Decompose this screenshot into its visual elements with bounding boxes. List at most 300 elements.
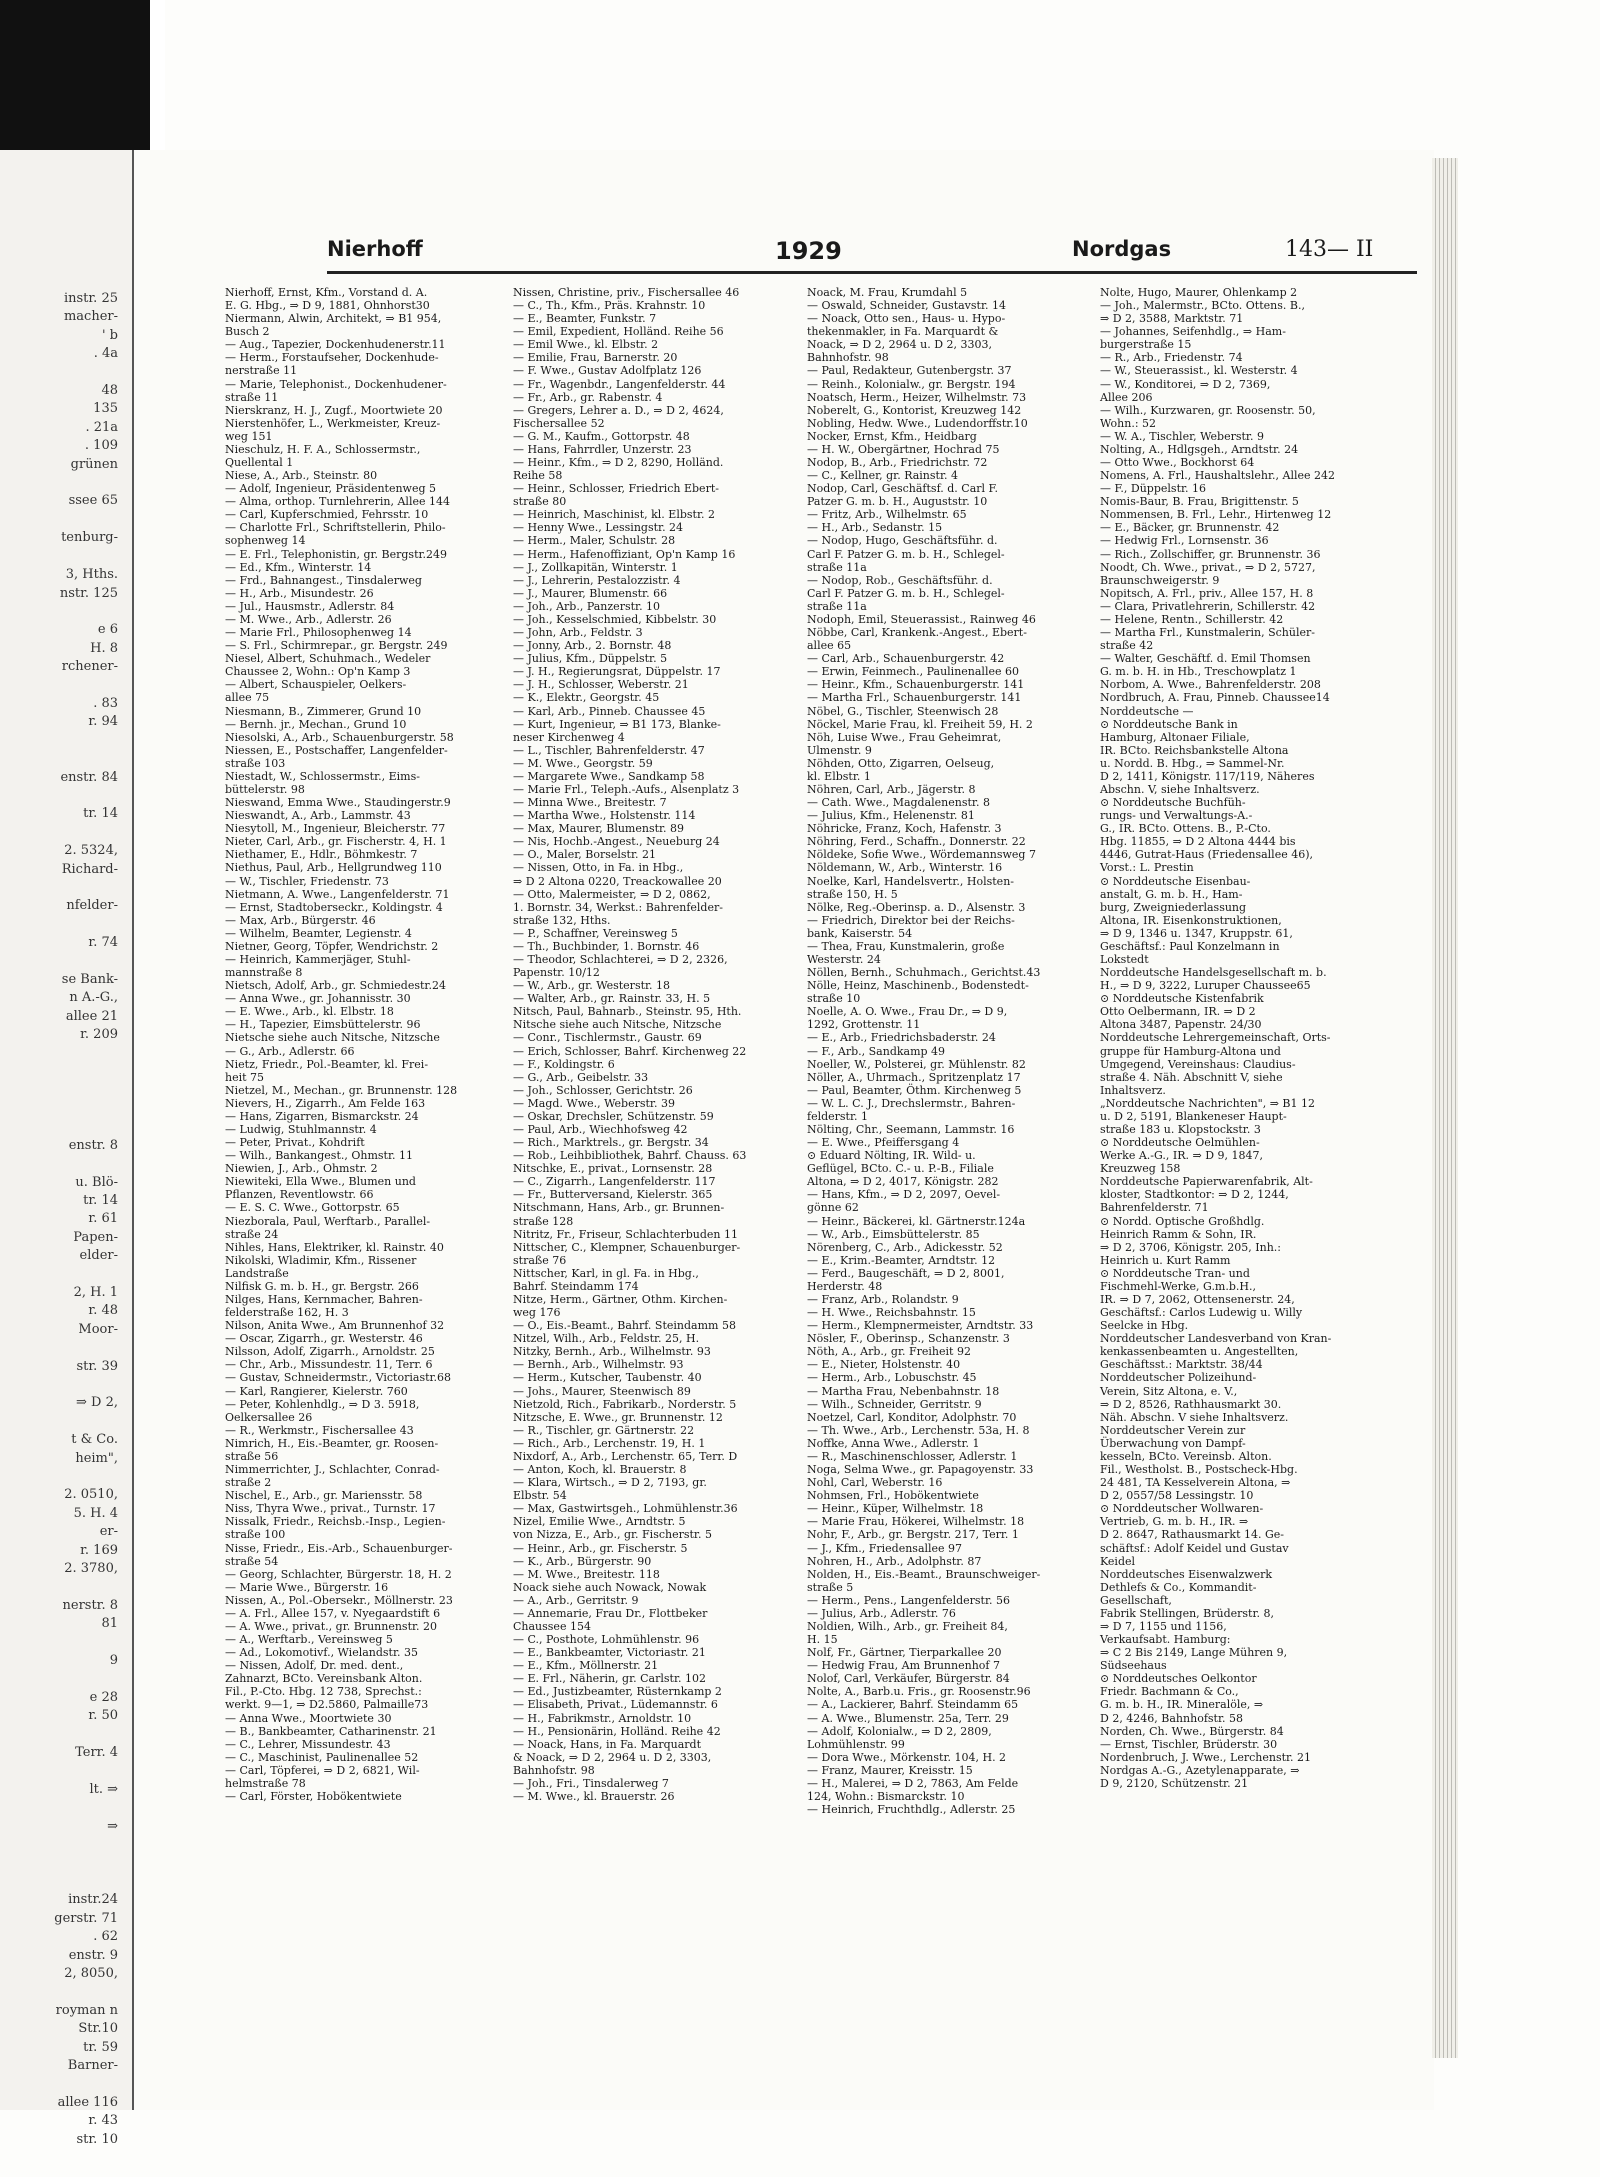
left-page-fragment-line: . 83 bbox=[93, 695, 118, 711]
directory-entry-line: Niewien, J., Arb., Ohmstr. 2 bbox=[225, 1162, 378, 1176]
directory-entry-line: Landstraße bbox=[225, 1266, 289, 1280]
directory-entry-line: — Marie, Telephonist., Dockenhudener- bbox=[225, 377, 447, 391]
directory-entry-line: neser Kirchenweg 4 bbox=[513, 730, 625, 744]
left-page-fragment-line bbox=[0, 1873, 118, 1891]
directory-entry-line: Reihe 58 bbox=[513, 469, 563, 483]
directory-entry-line: Nöldemann, W., Arb., Winterstr. 16 bbox=[807, 861, 1003, 875]
left-page-fragment-line bbox=[0, 1468, 118, 1486]
directory-entry-line: Noffke, Anna Wwe., Adlerstr. 1 bbox=[807, 1436, 980, 1450]
directory-entry-line: — Julius, Kfm., Düppelstr. 5 bbox=[513, 652, 668, 666]
directory-entry-line: Fabrik Stellingen, Brüderstr. 8, bbox=[1100, 1606, 1274, 1620]
left-page-fragment-line: r. 74 bbox=[88, 935, 118, 951]
directory-entry-line: — G., Arb., Adlerstr. 66 bbox=[225, 1044, 355, 1058]
left-page-fragment-line: r. 48 bbox=[88, 1303, 118, 1319]
left-page-fragment-line: t & Co. bbox=[71, 1432, 118, 1448]
directory-entry-line: ⇒ D 2, 3706, Königstr. 205, Inh.: bbox=[1100, 1240, 1282, 1254]
directory-entry-line: Nixdorf, A., Arb., Lerchenstr. 65, Terr. D bbox=[513, 1449, 738, 1463]
directory-entry-line: ⊙ Norddeutsche Oelmühlen- bbox=[1100, 1136, 1260, 1150]
directory-entry-line: — Carl, Kupferschmied, Fehrsstr. 10 bbox=[225, 508, 429, 522]
directory-entry-line: — Franz, Arb., Rolandstr. 9 bbox=[807, 1293, 959, 1307]
directory-entry-line: Nöldeke, Sofie Wwe., Wördemannsweg 7 bbox=[807, 848, 1036, 862]
directory-entry-line: — John, Arb., Feldstr. 3 bbox=[513, 626, 643, 640]
left-page-fragment-line: n A.-G., bbox=[69, 990, 118, 1006]
directory-entry-line: Nöbbe, Carl, Krankenk.-Angest., Ebert- bbox=[807, 626, 1027, 640]
left-page-fragment-line: enstr. 8 bbox=[68, 1137, 118, 1153]
directory-entry-line: G. m. b. H. in Hb., Treschowplatz 1 bbox=[1100, 665, 1297, 679]
directory-entry-line: Nordbruch, A. Frau, Pinneb. Chaussee14 bbox=[1100, 691, 1330, 705]
directory-entry-line: ⊙ Norddeutscher Wollwaren- bbox=[1100, 1502, 1264, 1516]
left-page-fragment-line: e 6 bbox=[97, 622, 118, 638]
directory-entry-line: — A., Arb., Gerritstr. 9 bbox=[513, 1593, 639, 1607]
directory-entry-line: E. G. Hbg., ⇒ D 9, 1881, Ohnhorst30 bbox=[225, 299, 430, 313]
directory-entry-line: Verein, Sitz Altona, e. V., bbox=[1100, 1384, 1238, 1398]
directory-entry-line: straße 132, Hths. bbox=[513, 913, 611, 927]
directory-entry-line: Nitzsche, E. Wwe., gr. Brunnenstr. 12 bbox=[513, 1410, 723, 1424]
directory-entry-line: Umgegend, Vereinshaus: Claudius- bbox=[1100, 1057, 1296, 1071]
directory-entry-line: Fil., Westholst. B., Postscheck-Hbg. bbox=[1100, 1463, 1298, 1477]
directory-entry-line: D 2, 1411, Königstr. 117/119, Näheres bbox=[1100, 769, 1315, 783]
directory-entry-line: — Marie Frau, Hökerei, Wilhelmstr. 18 bbox=[807, 1515, 1025, 1529]
directory-entry-line: Nordenbruch, J. Wwe., Lerchenstr. 21 bbox=[1100, 1750, 1312, 1764]
left-page-fragment-line bbox=[0, 750, 118, 768]
directory-entry-line: — Th. Wwe., Arb., Lerchenstr. 53a, H. 8 bbox=[807, 1423, 1030, 1437]
directory-entry-line: straße 4. Näh. Abschnitt V, siehe bbox=[1100, 1070, 1283, 1084]
directory-entry-line: ⊙ Norddeutsche Buchfüh- bbox=[1100, 796, 1246, 810]
directory-entry-line: — Herm., Hafenoffiziant, Op'n Kamp 16 bbox=[513, 547, 736, 561]
directory-entry-line: Werke A.-G., IR. ⇒ D 9, 1847, bbox=[1100, 1149, 1264, 1163]
left-page-fragment-line: Barner- bbox=[67, 2058, 118, 2073]
directory-entry-line: — Herm., Maler, Schulstr. 28 bbox=[513, 534, 676, 548]
left-page-fragment-line: 2. 0510, bbox=[64, 1487, 118, 1503]
directory-entry-line: — A. Frl., Allee 157, v. Nyegaardstift 6 bbox=[225, 1606, 441, 1620]
directory-entry-line: — O., Eis.-Beamt., Bahrf. Steindamm 58 bbox=[513, 1319, 736, 1333]
directory-entry-line: — H. W., Obergärtner, Hochrad 75 bbox=[807, 442, 1000, 456]
directory-entry-line: — H., Fabrikmstr., Arnoldstr. 10 bbox=[513, 1711, 692, 1725]
directory-entry-line: Nöhren, Carl, Arb., Jägerstr. 8 bbox=[807, 782, 976, 796]
left-page-fragment-line bbox=[0, 364, 118, 382]
directory-entry-line: Nieswand, Emma Wwe., Staudingerstr.9 bbox=[225, 796, 451, 810]
directory-entry-line: — R., Tischler, gr. Gärtnerstr. 22 bbox=[513, 1423, 695, 1437]
directory-entry-line: — Ed., Kfm., Winterstr. 14 bbox=[225, 560, 372, 574]
directory-entry-line: — Martha Frau, Nebenbahnstr. 18 bbox=[807, 1384, 1000, 1398]
directory-entry-line: — Aug., Tapezier, Dockenhudenerstr.11 bbox=[225, 338, 446, 352]
directory-entry-line: Niestadt, W., Schlossermstr., Eims- bbox=[225, 769, 420, 783]
directory-entry-line: — Fr., Butterversand, Kielerstr. 365 bbox=[513, 1188, 713, 1202]
directory-entry-line: ⇒ D 9, 1346 u. 1347, Kruppstr. 61, bbox=[1100, 926, 1293, 940]
left-page-fragment-line bbox=[0, 1339, 118, 1357]
directory-entry-line: 24 481, TA Kesselverein Altona, ⇒ bbox=[1100, 1476, 1291, 1490]
directory-entry-line: — E., Nieter, Holstenstr. 40 bbox=[807, 1358, 961, 1372]
directory-entry-line: Chaussee 154 bbox=[513, 1619, 591, 1633]
header-rule bbox=[327, 271, 1417, 274]
directory-entry-line: Noelke, Karl, Handelsvertr., Holsten- bbox=[807, 874, 1014, 888]
directory-entry-line: ⇒ D 2, 8526, Rathhausmarkt 30. bbox=[1100, 1397, 1282, 1411]
directory-entry-line: Nietzold, Rich., Fabrikarb., Norderstr. 5 bbox=[513, 1397, 737, 1411]
left-page-fragment-line: . 21a bbox=[85, 419, 118, 435]
directory-entry-line: — Martha Wwe., Holstenstr. 114 bbox=[513, 809, 696, 823]
directory-entry-line: Geschäftsf.: Carlos Ludewig u. Willy bbox=[1100, 1306, 1303, 1320]
directory-entry-line: — W. A., Tischler, Weberstr. 9 bbox=[1100, 429, 1264, 443]
directory-entry-line: — G., Arb., Geibelstr. 33 bbox=[513, 1070, 649, 1084]
directory-entry-line: — Chr., Arb., Missundestr. 11, Terr. 6 bbox=[225, 1358, 433, 1372]
left-page-fragment-line: nerstr. 8 bbox=[62, 1597, 118, 1613]
left-page-fragment-line bbox=[0, 1763, 118, 1781]
left-page-fragment-line: instr. 25 bbox=[63, 291, 118, 306]
directory-entry-line: heit 75 bbox=[225, 1070, 265, 1084]
directory-entry-line: Nolf, Fr., Gärtner, Tierparkallee 20 bbox=[807, 1646, 1002, 1660]
directory-entry-line: allee 65 bbox=[807, 639, 852, 653]
directory-entry-line: — Wilh., Kurzwaren, gr. Roosenstr. 50, bbox=[1100, 403, 1316, 417]
directory-entry-line: mannstraße 8 bbox=[225, 966, 303, 980]
left-page-fragment-line: enstr. 84 bbox=[60, 769, 118, 785]
directory-entry-line: ⊙ Norddeutsche Eisenbau- bbox=[1100, 874, 1251, 888]
directory-entry-line: — Rich., Zollschiffer, gr. Brunnenstr. 36 bbox=[1100, 547, 1321, 561]
directory-entry-line: — J. H., Regierungsrat, Düppelstr. 17 bbox=[513, 665, 721, 679]
left-page-fragment-line: str. 10 bbox=[76, 2131, 118, 2147]
left-page-fragment-line: 5. H. 4 bbox=[73, 1505, 118, 1521]
directory-entry-line: Niethamer, E., Hdlr., Böhmkestr. 7 bbox=[225, 848, 418, 862]
directory-entry-line: — H., Arb., Sedanstr. 15 bbox=[807, 521, 943, 535]
directory-entry-line: Nocker, Ernst, Kfm., Heidbarg bbox=[807, 429, 977, 443]
directory-entry-line: „Norddeutsche Nachrichten", ⇒ B1 12 bbox=[1100, 1096, 1316, 1110]
directory-entry-line: Niewiteki, Ella Wwe., Blumen und bbox=[225, 1175, 416, 1189]
left-page-fragment-line: H. 8 bbox=[90, 640, 118, 656]
directory-entry-line: — Oscar, Zigarrh., gr. Westerstr. 46 bbox=[225, 1332, 423, 1346]
directory-entry-line: schäftsf.: Adolf Keidel und Gustav bbox=[1100, 1541, 1289, 1555]
directory-entry-line: Nopitsch, A. Frl., priv., Allee 157, H. 8 bbox=[1100, 586, 1314, 600]
directory-entry-line: — Heinr., Schlosser, Friedrich Ebert- bbox=[513, 482, 719, 496]
directory-entry-line: — Conr., Tischlermstr., Gaustr. 69 bbox=[513, 1031, 702, 1045]
directory-entry-line: D 2. 8647, Rathausmarkt 14. Ge- bbox=[1100, 1528, 1285, 1542]
directory-entry-line: — Heinr., Arb., gr. Fischerstr. 5 bbox=[513, 1541, 688, 1555]
directory-entry-line: ⊙ Eduard Nölting, IR. Wild- u. bbox=[807, 1149, 976, 1163]
directory-entry-line: — Carl, Förster, Hobökentwiete bbox=[225, 1789, 402, 1803]
directory-entry-line: — Rich., Marktrels., gr. Bergstr. 34 bbox=[513, 1136, 709, 1150]
directory-entry-line: felderstraße 162, H. 3 bbox=[225, 1306, 349, 1320]
directory-entry-line: 4446, Gutrat-Haus (Friedensallee 46), bbox=[1100, 848, 1313, 862]
directory-entry-line: — Herm., Kutscher, Taubenstr. 40 bbox=[513, 1371, 702, 1385]
directory-entry-line: — Heinrich, Kammerjäger, Stuhl- bbox=[225, 952, 411, 966]
directory-entry-line: Nihles, Hans, Elektriker, kl. Rainstr. 40 bbox=[225, 1240, 444, 1254]
directory-entry-line: — Nissen, Otto, in Fa. in Hbg., bbox=[513, 861, 684, 875]
directory-entry-line: — R., Maschinenschlosser, Adlerstr. 1 bbox=[807, 1449, 1018, 1463]
left-page-fragment-line: ⇒ bbox=[107, 1818, 118, 1834]
directory-entry-line: straße 2 bbox=[225, 1476, 272, 1490]
directory-entry-line: Norden, Ch. Wwe., Bürgerstr. 84 bbox=[1100, 1724, 1284, 1738]
directory-column-2 bbox=[513, 286, 765, 2086]
left-page-fragment-line: 2, 8050, bbox=[64, 1965, 118, 1981]
directory-entry-line: ⇒ D 2, 3588, Marktstr. 71 bbox=[1100, 312, 1244, 326]
directory-entry-line: — Adolf, Ingenieur, Präsidentenweg 5 bbox=[225, 482, 437, 496]
directory-entry-line: Nolden, H., Eis.-Beamt., Braunschweiger- bbox=[807, 1567, 1041, 1581]
directory-entry-line: Dethlefs & Co., Kommandit- bbox=[1100, 1580, 1257, 1594]
left-page-fragment-line: lt. ⇒ bbox=[89, 1781, 118, 1797]
directory-entry-line: — Carl, Arb., Schauenburgerstr. 42 bbox=[807, 652, 1005, 666]
directory-entry-line: Carl F. Patzer G. m. b. H., Schlegel- bbox=[807, 547, 1005, 561]
directory-entry-line: Nitzky, Bernh., Arb., Wilhelmstr. 93 bbox=[513, 1345, 711, 1359]
directory-entry-line: Geflügel, BCto. C.- u. P.-B., Filiale bbox=[807, 1162, 994, 1176]
directory-entry-line: straße 80 bbox=[513, 495, 567, 509]
directory-entry-line: — A. Wwe., Blumenstr. 25a, Terr. 29 bbox=[807, 1711, 1009, 1725]
directory-entry-line: Seelcke in Hbg. bbox=[1100, 1319, 1189, 1333]
directory-entry-line: — Peter, Privat., Kohdrift bbox=[225, 1136, 365, 1150]
directory-entry-line: kenkassenbeamten u. Angestellten, bbox=[1100, 1345, 1299, 1359]
directory-entry-line: — Ferd., Baugeschäft, ⇒ D 2, 8001, bbox=[807, 1266, 1005, 1280]
directory-entry-line: ⊙ Norddeutsche Kistenfabrik bbox=[1100, 992, 1264, 1006]
directory-entry-line: — J., Lehrerin, Pestalozzistr. 4 bbox=[513, 573, 681, 587]
directory-entry-line: — Otto, Malermeister, ⇒ D 2, 0862, bbox=[513, 887, 711, 901]
directory-entry-line: — Johs., Maurer, Steenwisch 89 bbox=[513, 1384, 691, 1398]
directory-entry-line: Norddeutscher Landesverband von Kran- bbox=[1100, 1332, 1332, 1346]
directory-entry-line: Noelle, A. O. Wwe., Frau Dr., ⇒ D 9, bbox=[807, 1005, 1008, 1019]
directory-entry-line: — Kurt, Ingenieur, ⇒ B1 173, Blanke- bbox=[513, 717, 721, 731]
directory-entry-line: Nölke, Reg.-Oberinsp. a. D., Alsenstr. 3 bbox=[807, 900, 1026, 914]
directory-entry-line: helmstraße 78 bbox=[225, 1776, 306, 1790]
directory-entry-line: — M. Wwe., Breitestr. 118 bbox=[513, 1567, 660, 1581]
left-page-fragment-line bbox=[0, 2075, 118, 2093]
directory-entry-line: bank, Kaiserstr. 54 bbox=[807, 926, 913, 940]
directory-entry-line: anstalt, G. m. b. H., Ham- bbox=[1100, 887, 1243, 901]
directory-entry-line: — W., Arb., gr. Westerstr. 18 bbox=[513, 979, 671, 993]
directory-entry-line: Vorst.: L. Prestin bbox=[1100, 861, 1194, 875]
directory-entry-line: — C., Zigarrh., Langenfelderstr. 117 bbox=[513, 1175, 716, 1189]
directory-entry-line: 124, Wohn.: Bismarckstr. 10 bbox=[807, 1789, 965, 1803]
left-page-fragment-line: tenburg- bbox=[61, 530, 118, 546]
directory-entry-line: straße 76 bbox=[513, 1253, 567, 1267]
directory-entry-line: — J. H., Schlosser, Weberstr. 21 bbox=[513, 678, 689, 692]
directory-entry-line: — P., Schaffner, Vereinsweg 5 bbox=[513, 926, 678, 940]
directory-entry-line: — Herm., Forstaufseher, Dockenhude- bbox=[225, 351, 439, 365]
directory-entry-line: thekenmakler, in Fa. Marquardt & bbox=[807, 325, 999, 339]
directory-entry-line: — Noack, Hans, in Fa. Marquardt bbox=[513, 1737, 702, 1751]
directory-entry-line: — W., Tischler, Friedenstr. 73 bbox=[225, 874, 389, 888]
directory-entry-line: straße 100 bbox=[225, 1528, 286, 1542]
directory-entry-line: Nieswandt, A., Arb., Lammstr. 43 bbox=[225, 809, 411, 823]
directory-entry-line: — Julius, Arb., Adlerstr. 76 bbox=[807, 1606, 956, 1620]
left-page-fragment-line: u. Blö- bbox=[75, 1174, 118, 1190]
left-page-fragment-line bbox=[0, 1983, 118, 2001]
directory-entry-line: — Karl, Arb., Pinneb. Chaussee 45 bbox=[513, 704, 706, 718]
directory-entry-line: Westerstr. 24 bbox=[807, 952, 881, 966]
directory-entry-line: — Bernh. jr., Mechan., Grund 10 bbox=[225, 717, 407, 731]
directory-entry-line: Nöckel, Marie Frau, kl. Freiheit 59, H. 2 bbox=[807, 717, 1033, 731]
left-page-fragment-line: . 4a bbox=[93, 346, 118, 362]
left-page-fragment-line bbox=[0, 824, 118, 842]
left-page-fragment-line bbox=[0, 1063, 118, 1081]
left-page-fragment-line: r. 43 bbox=[88, 2113, 118, 2129]
left-page-fragment-line: ssee 65 bbox=[68, 493, 118, 509]
directory-entry-line: Quellental 1 bbox=[225, 456, 294, 470]
left-page-fragments bbox=[0, 150, 132, 2149]
directory-entry-line: — E., Krim.-Beamter, Arndtstr. 12 bbox=[807, 1253, 996, 1267]
directory-entry-line: — Franz, Maurer, Kreisstr. 15 bbox=[807, 1763, 973, 1777]
directory-entry-line: Nissen, Christine, priv., Fischersallee 46 bbox=[513, 286, 740, 299]
directory-entry-line: Heinrich u. Kurt Ramm bbox=[1100, 1253, 1231, 1267]
left-page-fragment-line: enstr. 9 bbox=[68, 1947, 118, 1963]
directory-entry-line: Chaussee 2, Wohn.: Op'n Kamp 3 bbox=[225, 665, 411, 679]
left-page-fragment-line bbox=[0, 1836, 118, 1854]
directory-entry-line: allee 75 bbox=[225, 691, 270, 705]
directory-entry-line: — B., Bankbeamter, Catharinenstr. 21 bbox=[225, 1724, 437, 1738]
directory-entry-line: Norddeutscher Verein zur bbox=[1100, 1423, 1246, 1437]
left-page-fragment-line: grünen bbox=[70, 456, 118, 472]
directory-entry-line: — H., Pensionärin, Holländ. Reihe 42 bbox=[513, 1724, 721, 1738]
page-edges bbox=[1432, 158, 1458, 2058]
directory-entry-line: — Fritz, Arb., Wilhelmstr. 65 bbox=[807, 508, 967, 522]
directory-entry-line: — C., Th., Kfm., Präs. Krahnstr. 10 bbox=[513, 299, 706, 313]
directory-entry-line: straße 11a bbox=[807, 599, 867, 613]
left-page-fragment-line bbox=[0, 1799, 118, 1817]
directory-entry-line: Herderstr. 48 bbox=[807, 1279, 883, 1293]
directory-entry-line: — Heinr., Kfm., Schauenburgerstr. 141 bbox=[807, 678, 1025, 692]
directory-entry-line: Noodt, Ch. Wwe., privat., ⇒ D 2, 5727, bbox=[1100, 560, 1316, 574]
directory-entry-line: Hbg. 11855, ⇒ D 2 Altona 4444 bis bbox=[1100, 835, 1296, 849]
directory-entry-line: — Wilhelm, Beamter, Legienstr. 4 bbox=[225, 926, 412, 940]
directory-entry-line: — Ludwig, Stuhlmannstr. 4 bbox=[225, 1123, 377, 1136]
directory-entry-line: straße 10 bbox=[807, 992, 861, 1006]
directory-entry-line: Noberelt, G., Kontorist, Kreuzweg 142 bbox=[807, 403, 1022, 417]
directory-entry-line: — Anton, Koch, kl. Brauerstr. 8 bbox=[513, 1463, 687, 1477]
directory-entry-line: Inhaltsverz. bbox=[1100, 1083, 1166, 1097]
directory-entry-line: — A., Lackierer, Bahrf. Steindamm 65 bbox=[807, 1698, 1019, 1712]
directory-entry-line: Nohl, Carl, Weberstr. 16 bbox=[807, 1476, 943, 1490]
left-page-fragment-line bbox=[0, 1413, 118, 1431]
left-page-fragment-line: 2, H. 1 bbox=[73, 1284, 118, 1300]
directory-entry-line: — H., Arb., Misundestr. 26 bbox=[225, 586, 374, 600]
directory-entry-line: — Nodop, Hugo, Geschäftsführ. d. bbox=[807, 534, 998, 548]
directory-entry-line: Nitschke, E., privat., Lornsenstr. 28 bbox=[513, 1162, 713, 1176]
directory-entry-line: Niermann, Alwin, Architekt, ⇒ B1 954, bbox=[225, 312, 442, 326]
directory-entry-line: Nitsche siehe auch Nitsche, Nitzsche bbox=[513, 1018, 722, 1032]
directory-entry-line: Bahrenfelderstr. 71 bbox=[1100, 1201, 1209, 1215]
left-page-fragment-line: 81 bbox=[101, 1616, 118, 1632]
directory-entry-line: Noldien, Wilh., Arb., gr. Freiheit 84, bbox=[807, 1619, 1008, 1633]
directory-entry-line: Nölting, Chr., Seemann, Lammstr. 16 bbox=[807, 1123, 1015, 1136]
directory-entry-line: Nieschulz, H. F. A., Schlossermstr., bbox=[225, 442, 421, 456]
directory-entry-line: Nöhden, Otto, Zigarren, Oelseug, bbox=[807, 756, 995, 770]
directory-entry-line: — Dora Wwe., Mörkenstr. 104, H. 2 bbox=[807, 1750, 1007, 1764]
directory-column-4 bbox=[1100, 286, 1400, 2086]
directory-entry-line: — Otto Wwe., Bockhorst 64 bbox=[1100, 456, 1255, 470]
directory-entry-line: — Marie Wwe., Bürgerstr. 16 bbox=[225, 1580, 389, 1594]
directory-entry-line: Nittscher, Karl, in gl. Fa. in Hbg., bbox=[513, 1266, 699, 1280]
directory-entry-line: Nitsch, Paul, Bahnarb., Steinstr. 95, Hth. bbox=[513, 1005, 742, 1019]
directory-entry-line: — Anna Wwe., Moortwiete 30 bbox=[225, 1711, 392, 1725]
directory-entry-line: straße 128 bbox=[513, 1214, 574, 1228]
directory-entry-line: von Nizza, E., Arb., gr. Fischerstr. 5 bbox=[513, 1528, 712, 1542]
directory-entry-line: — Marie Frl., Teleph.-Aufs., Alsenplatz 3 bbox=[513, 782, 740, 796]
left-page-fragment-line: 9 bbox=[109, 1653, 118, 1669]
directory-entry-line: Nittscher, C., Klempner, Schauenburger- bbox=[513, 1240, 741, 1254]
directory-entry-line: Noga, Selma Wwe., gr. Papagoyenstr. 33 bbox=[807, 1463, 1034, 1477]
directory-entry-line: Nolof, Carl, Verkäufer, Bürgerstr. 84 bbox=[807, 1672, 1010, 1686]
directory-entry-line: Noeller, W., Polsterei, gr. Mühlenstr. 82 bbox=[807, 1057, 1026, 1071]
directory-entry-line: ⊙ Nordd. Optische Großhdlg. bbox=[1100, 1214, 1265, 1228]
directory-entry-line: Nierskranz, H. J., Zugf., Moortwiete 20 bbox=[225, 403, 443, 417]
left-page-fragment-line: Richard- bbox=[61, 861, 118, 877]
directory-entry-line: Nodoph, Emil, Steuerassist., Rainweg 46 bbox=[807, 612, 1036, 626]
directory-entry-line: — M. Wwe., Georgstr. 59 bbox=[513, 756, 653, 770]
directory-entry-line: Nilson, Anita Wwe., Am Brunnenhof 32 bbox=[225, 1319, 445, 1333]
directory-entry-line: Norddeutsche Papierwarenfabrik, Alt- bbox=[1100, 1175, 1313, 1189]
directory-entry-line: ⇒ C 2 Bis 2149, Lange Mühren 9, bbox=[1100, 1646, 1288, 1660]
left-page-fragment-line: 2. 5324, bbox=[64, 843, 118, 859]
header-page-number: 143— II bbox=[1285, 237, 1374, 262]
directory-entry-line: Nietzel, M., Mechan., gr. Brunnenstr. 128 bbox=[225, 1083, 458, 1097]
directory-entry-line: H., ⇒ D 9, 3222, Luruper Chaussee65 bbox=[1100, 979, 1311, 993]
directory-entry-line: straße 42 bbox=[1100, 639, 1154, 653]
directory-entry-line: Gesellschaft, bbox=[1100, 1593, 1172, 1607]
directory-entry-line: — K., Elektr., Georgstr. 45 bbox=[513, 691, 660, 705]
left-page-fragment-line: macher- bbox=[63, 309, 118, 325]
directory-entry-line: — S. Frl., Schirmrepar., gr. Bergstr. 249 bbox=[225, 639, 448, 653]
directory-entry-line: Nobling, Hedw. Wwe., Ludendorffstr.10 bbox=[807, 416, 1028, 430]
directory-entry-line: Nolte, Hugo, Maurer, Ohlenkamp 2 bbox=[1100, 286, 1298, 299]
directory-entry-line: Nitschmann, Hans, Arb., gr. Brunnen- bbox=[513, 1201, 725, 1215]
directory-entry-line: — Minna Wwe., Breitestr. 7 bbox=[513, 796, 667, 810]
directory-entry-line: Nievers, H., Zigarrh., Am Felde 163 bbox=[225, 1096, 426, 1110]
left-page-fragment-line: Papen- bbox=[73, 1229, 118, 1245]
directory-entry-line: — Magd. Wwe., Weberstr. 39 bbox=[513, 1096, 675, 1110]
directory-entry-line: Nimmerrichter, J., Schlachter, Conrad- bbox=[225, 1463, 440, 1477]
directory-entry-line: Nodop, B., Arb., Friedrichstr. 72 bbox=[807, 456, 988, 470]
directory-entry-line: — W., Arb., Eimsbüttelerstr. 85 bbox=[807, 1227, 980, 1241]
directory-entry-line: Geschäftsst.: Marktstr. 38/44 bbox=[1100, 1358, 1263, 1372]
directory-entry-line: — Anna Wwe., gr. Johannisstr. 30 bbox=[225, 992, 411, 1006]
directory-entry-line: — F. Wwe., Gustav Adolfplatz 126 bbox=[513, 364, 702, 378]
left-page-fragment-line: gerstr. 71 bbox=[54, 1910, 118, 1926]
left-page-fragment-line bbox=[0, 1118, 118, 1136]
directory-entry-line: Lokstedt bbox=[1100, 952, 1149, 966]
directory-entry-line: Lohmühlenstr. 99 bbox=[807, 1737, 905, 1751]
directory-entry-line: Hamburg, Altonaer Filiale, bbox=[1100, 730, 1250, 744]
directory-entry-line: Niessen, E., Postschaffer, Langenfelder- bbox=[225, 743, 448, 757]
directory-entry-line: — Henny Wwe., Lessingstr. 24 bbox=[513, 521, 684, 535]
directory-entry-line: Geschäftsf.: Paul Konzelmann in bbox=[1100, 939, 1280, 953]
directory-entry-line: Norddeutsche Lehrergemeinschaft, Orts- bbox=[1100, 1031, 1331, 1045]
directory-entry-line: — K., Arb., Bürgerstr. 90 bbox=[513, 1554, 652, 1568]
directory-entry-line: Bahnhofstr. 98 bbox=[807, 351, 889, 365]
book-edge bbox=[0, 0, 165, 150]
directory-entry-line: ⊙ Norddeutsche Bank in bbox=[1100, 717, 1238, 731]
directory-entry-line: — W., Konditorei, ⇒ D 2, 7369, bbox=[1100, 377, 1271, 391]
directory-entry-line: — G. M., Kaufm., Gottorpstr. 48 bbox=[513, 429, 690, 443]
directory-entry-line: — Heinr., Kfm., ⇒ D 2, 8290, Holländ. bbox=[513, 456, 724, 470]
left-page-fragment-line: allee 116 bbox=[57, 2094, 118, 2110]
directory-entry-line: — O., Maler, Borselstr. 21 bbox=[513, 848, 656, 862]
directory-entry-line: — E., Arb., Friedrichsbaderstr. 24 bbox=[807, 1031, 996, 1045]
directory-entry-line: straße 150, H. 5 bbox=[807, 887, 898, 901]
left-page-fragment-line: r. 94 bbox=[88, 714, 118, 730]
directory-entry-line: — Nis, Hochb.-Angest., Neueburg 24 bbox=[513, 835, 720, 849]
directory-entry-line: Heinrich Ramm & Sohn, IR. bbox=[1100, 1227, 1257, 1241]
directory-entry-line: — E., Beamter, Funkstr. 7 bbox=[513, 312, 657, 326]
directory-entry-line: Nohr, F., Arb., gr. Bergstr. 217, Terr. 1 bbox=[807, 1528, 1019, 1542]
left-page-fragment-line: r. 50 bbox=[88, 1708, 118, 1724]
directory-entry-line: — Joh., Schlosser, Gerichtstr. 26 bbox=[513, 1083, 693, 1097]
directory-entry-line: — A. Wwe., privat., gr. Brunnenstr. 20 bbox=[225, 1619, 438, 1633]
directory-entry-line: — A., Werftarb., Vereinsweg 5 bbox=[225, 1633, 393, 1647]
left-page-fragment-line bbox=[0, 1578, 118, 1596]
directory-entry-line: — Margarete Wwe., Sandkamp 58 bbox=[513, 769, 705, 783]
directory-entry-line: — Wilh., Schneider, Gerritstr. 9 bbox=[807, 1397, 982, 1411]
directory-entry-line: Nöth, A., Arb., gr. Freiheit 92 bbox=[807, 1345, 971, 1359]
directory-entry-line: Nösler, F., Oberinsp., Schanzenstr. 3 bbox=[807, 1332, 1010, 1346]
directory-entry-line: Zahnarzt, BCto. Vereinsbank Alton. bbox=[225, 1672, 423, 1686]
directory-entry-line: Nilfisk G. m. b. H., gr. Bergstr. 266 bbox=[225, 1279, 419, 1293]
directory-entry-line: Allee 206 bbox=[1100, 390, 1153, 404]
directory-entry-line: D 9, 2120, Schützenstr. 21 bbox=[1100, 1776, 1249, 1790]
